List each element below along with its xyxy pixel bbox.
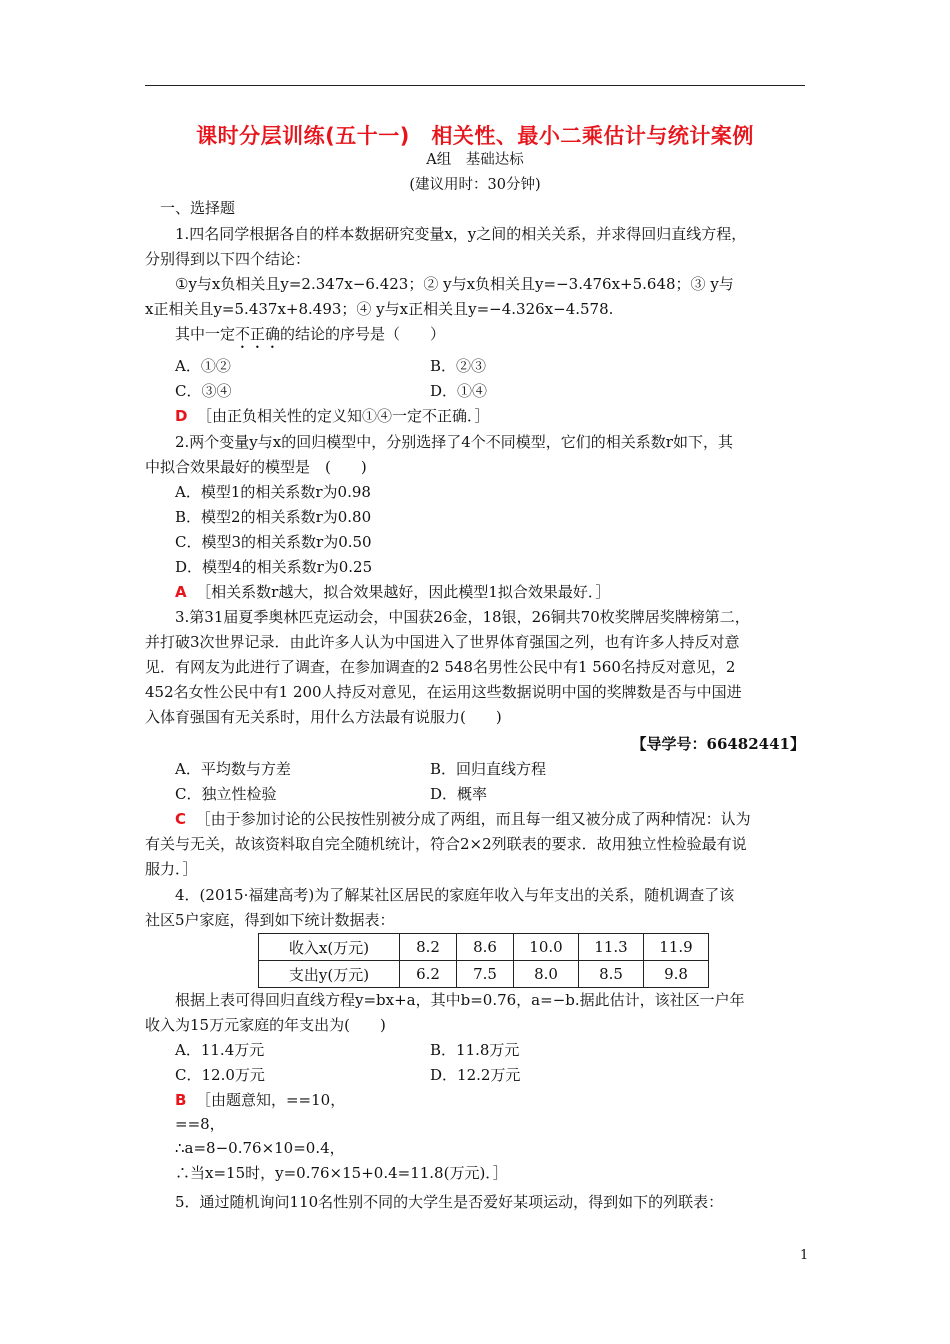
table-cell: 11.9: [644, 934, 709, 961]
table-cell: 6.2: [400, 961, 457, 988]
q1-answer: D: [175, 407, 188, 425]
table-row: [259, 934, 709, 961]
q4-line4: 收入为15万元家庭的年支出为( ): [145, 1016, 386, 1034]
table-row-label: 收入x(万元): [259, 934, 400, 961]
q4-answer-line: [175, 1090, 345, 1110]
q1-option-d: D．①④: [430, 382, 488, 400]
q2-line2: 中拟合效果最好的模型是 ( ): [145, 458, 367, 476]
q2-answer: A: [175, 583, 187, 601]
q3-answer: C: [175, 810, 187, 828]
q1-line2: 分别得到以下四个结论：: [145, 250, 311, 268]
q1-question-pre: 其中一定: [175, 325, 236, 343]
q4-explanation-2: ==8，: [175, 1115, 225, 1133]
q1-option-c: C．③④: [175, 382, 232, 400]
page-title: 课时分层训练(五十一) 相关性、最小二乘估计与统计案例: [196, 124, 754, 148]
q1-line1: 1.四名同学根据各自的样本数据研究变量x，y之间的相关关系，并求得回归直线方程，: [175, 225, 747, 243]
table-cell: 8.2: [400, 934, 457, 961]
table-row-label: 支出y(万元): [259, 961, 400, 988]
q4-explanation-4: ∴当x=15时，y=0.76×15+0.4=11.8(万元)．］: [175, 1164, 508, 1182]
table-cell: 9.8: [644, 961, 709, 988]
q3-line2: 并打破3次世界记录．由此许多人认为中国进入了世界体育强国之列，也有许多人持反对意: [145, 633, 740, 651]
q1-emphasis: 不正确: [235, 325, 281, 343]
q3-option-d: D．概率: [430, 785, 488, 803]
page-number: 1: [800, 1248, 809, 1263]
q4-option-d: D．12.2万元: [430, 1066, 521, 1084]
q3-explanation-3: 服力．］: [145, 860, 198, 878]
time-hint: (建议用时：30分钟): [409, 177, 541, 193]
q1-option-b: B．②③: [430, 357, 487, 375]
q4-line2: 社区5户家庭，得到如下统计数据表：: [145, 911, 395, 929]
q3-answer-line: [175, 809, 751, 829]
table-cell: 8.5: [579, 961, 644, 988]
group-label: A组 基础达标: [426, 152, 524, 168]
table-cell: 10.0: [514, 934, 579, 961]
q4-option-b: B．11.8万元: [430, 1041, 520, 1059]
q4-answer: B: [175, 1091, 187, 1109]
q3-option-a: A．平均数与方差: [175, 760, 291, 778]
q1-line3: ①y与x负相关且y=2.347x−6.423；② y与x负相关且y=−3.476x+5.648；③ y与: [175, 275, 734, 293]
stats-table: [258, 933, 709, 988]
q3-line1: 3.第31届夏季奥林匹克运动会，中国获26金，18银，26铜共70枚奖牌居奖牌榜第二，: [175, 608, 750, 626]
q3-explanation-2: 有关与无关，故该资料取自完全随机统计，符合2×2列联表的要求．故用独立性检验最有说: [145, 835, 747, 853]
q4-explanation-3: ∴a=8−0.76×10=0.4，: [175, 1139, 345, 1157]
q2-option-a: A．模型1的相关系数r为0.98: [175, 483, 371, 501]
q3-line3: 见．有网友为此进行了调查，在参加调查的2 548名男性公民中有1 560名持反对意见，2: [145, 658, 736, 676]
table-row: [259, 961, 709, 988]
q4-option-a: A．11.4万元: [175, 1041, 265, 1059]
q3-option-b: B．回归直线方程: [430, 760, 547, 778]
q1-question: [175, 324, 445, 352]
q2-line1: 2.两个变量y与x的回归模型中，分别选择了4个不同模型，它们的相关系数r如下，其: [175, 433, 733, 451]
q1-question-post: 的结论的序号是（ ）: [280, 325, 446, 343]
q4-line3: 根据上表可得回归直线方程y=bx+a，其中b=0.76，a=−b.据此估计，该社区一户年: [175, 991, 745, 1009]
table-cell: 11.3: [579, 934, 644, 961]
q2-option-d: D．模型4的相关系数r为0.25: [175, 558, 373, 576]
guide-number: 【导学号：66482441】: [631, 735, 805, 753]
q1-option-a: A．①②: [175, 357, 231, 375]
q2-answer-line: [175, 582, 610, 602]
q4-option-c: C．12.0万元: [175, 1066, 265, 1084]
q2-explanation: ［相关系数r越大，拟合效果越好，因此模型1拟合效果最好．］: [196, 583, 611, 601]
q1-line4: x正相关且y=5.437x+8.493；④ y与x正相关且y=−4.326x−4.578.: [145, 300, 614, 318]
table-cell: 8.0: [514, 961, 579, 988]
q3-line5: 入体育强国有无关系时，用什么方法最有说服力( ): [145, 708, 502, 726]
table-cell: 8.6: [457, 934, 514, 961]
q3-line4: 452名女性公民中有1 200人持反对意见，在运用这些数据说明中国的奖牌数是否与中国进: [145, 683, 742, 701]
q2-option-c: C．模型3的相关系数r为0.50: [175, 533, 372, 551]
q4-line1: 4．(2015·福建高考)为了解某社区居民的家庭年收入与年支出的关系，随机调查了该: [175, 886, 735, 904]
q3-option-c: C．独立性检验: [175, 785, 277, 803]
q1-explanation: ［由正负相关性的定义知①④一定不正确．］: [197, 407, 490, 425]
q1-answer-line: [175, 406, 490, 426]
top-rule: [145, 85, 805, 86]
table-cell: 7.5: [457, 961, 514, 988]
q5-line1: 5．通过随机询问110名性别不同的大学生是否爱好某项运动，得到如下的列联表：: [175, 1193, 724, 1211]
q3-explanation-1: ［由于参加讨论的公民按性别被分成了两组，而且每一组又被分成了两种情况：认为: [195, 810, 751, 828]
q2-option-b: B．模型2的相关系数r为0.80: [175, 508, 372, 526]
q4-explanation-1: ［由题意知，==10，: [195, 1091, 346, 1109]
section-heading: 一、选择题: [160, 199, 236, 217]
